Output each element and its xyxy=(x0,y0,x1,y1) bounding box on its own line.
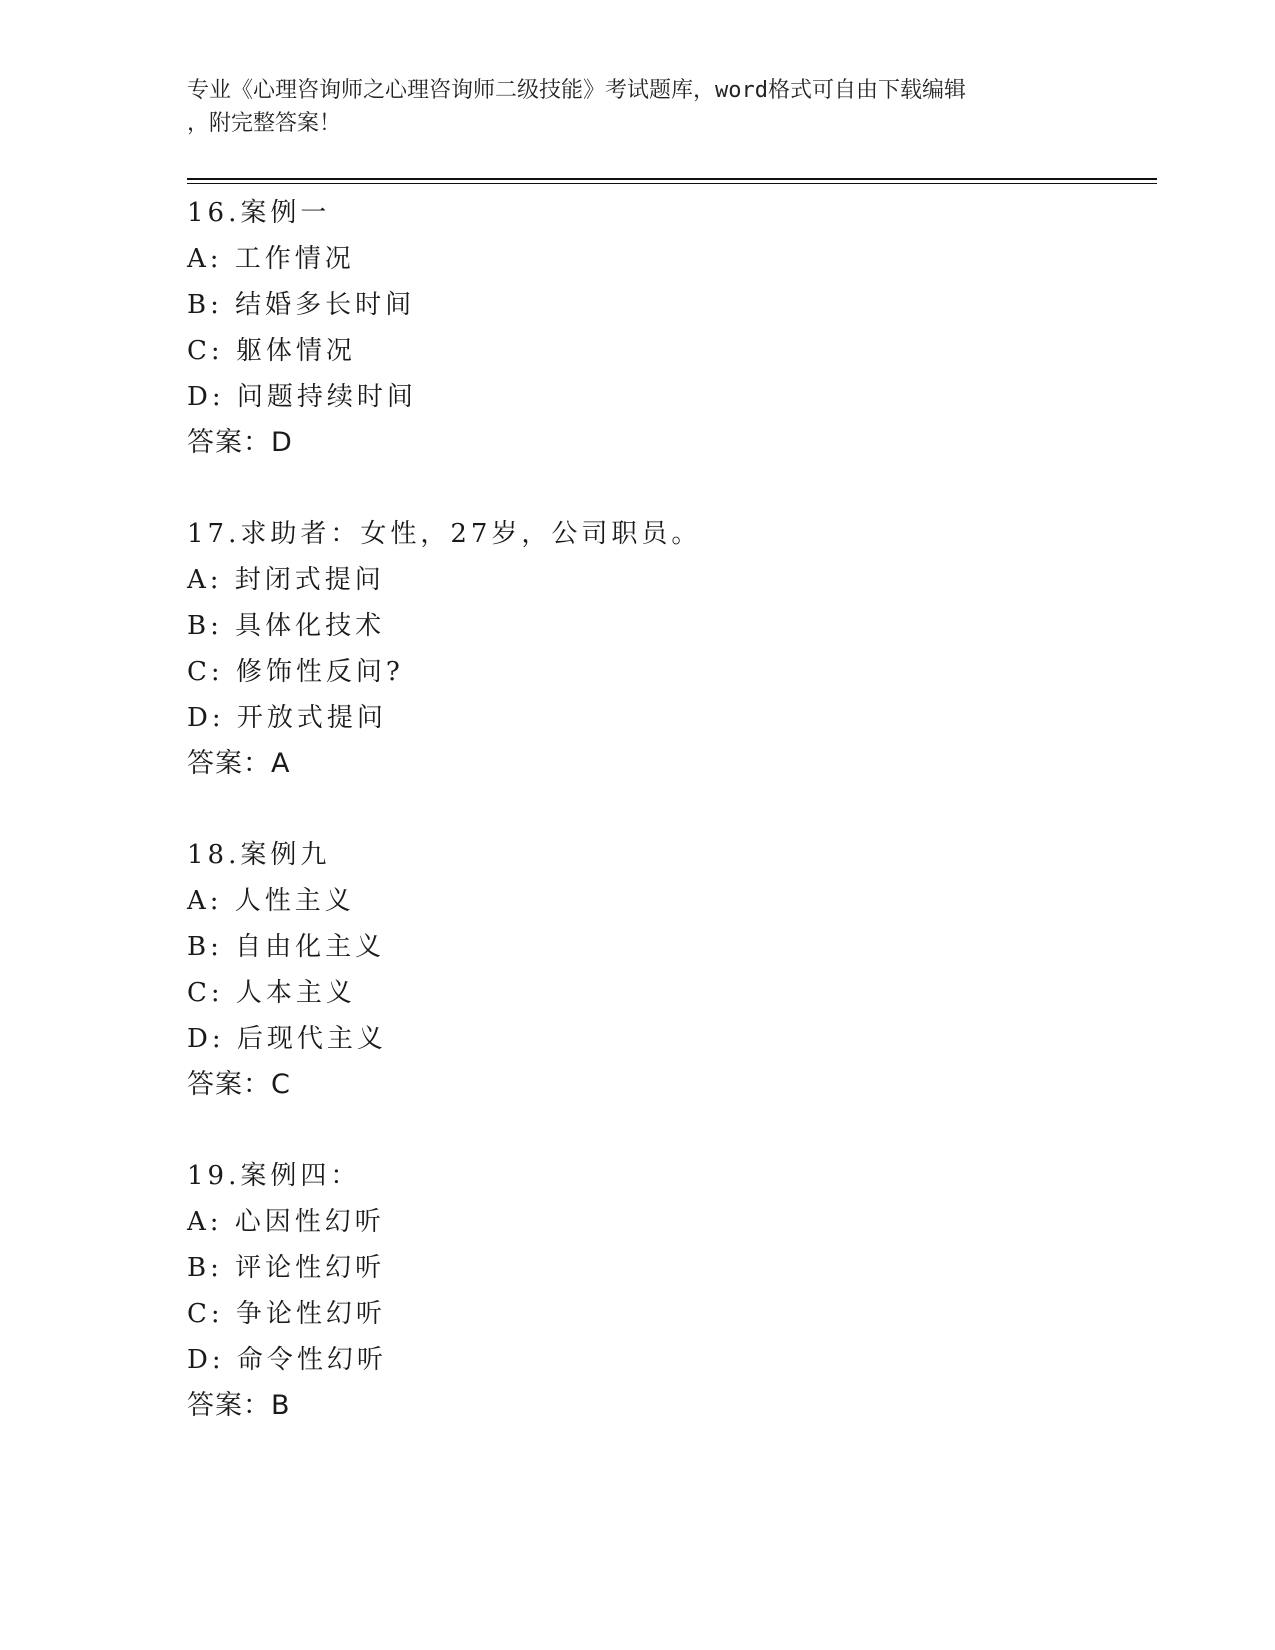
question-stem: 19.案例四： xyxy=(187,1161,361,1191)
option-c: C: 修饰性反问? xyxy=(187,657,404,687)
answer-line: 答案：B xyxy=(187,1390,291,1421)
answer-line: 答案：D xyxy=(187,427,293,458)
option-d: D: 开放式提问 xyxy=(187,703,387,733)
option-b: B: 具体化技术 xyxy=(187,611,386,641)
answer-line: 答案：C xyxy=(187,1069,291,1100)
header-divider-thin xyxy=(187,183,1157,184)
option-d: D: 命令性幻听 xyxy=(187,1345,387,1375)
question-stem: 16.案例一 xyxy=(187,198,331,228)
header-subtitle-line: ，附完整答案！ xyxy=(187,111,342,136)
option-b: B: 结婚多长时间 xyxy=(187,290,416,320)
question-16 xyxy=(187,190,1157,466)
option-c: C: 躯体情况 xyxy=(187,336,356,366)
question-17 xyxy=(187,511,1157,787)
option-a: A: 封闭式提问 xyxy=(187,565,385,595)
option-d: D: 问题持续时间 xyxy=(187,382,417,412)
option-a: A: 工作情况 xyxy=(187,244,355,274)
header-title-line: 专业《心理咨询师之心理咨询师二级技能》考试题库，word格式可自由下载编辑 xyxy=(187,78,966,103)
option-d: D: 后现代主义 xyxy=(187,1024,387,1054)
option-b: B: 评论性幻听 xyxy=(187,1253,386,1283)
header-divider-thick xyxy=(187,178,1157,180)
answer-line: 答案：A xyxy=(187,748,291,779)
option-c: C: 人本主义 xyxy=(187,978,356,1008)
question-stem: 17.求助者：女性，27岁，公司职员。 xyxy=(187,519,702,549)
option-a: A: 人性主义 xyxy=(187,886,355,916)
document-header xyxy=(187,74,1087,140)
option-a: A: 心因性幻听 xyxy=(187,1207,385,1237)
question-19 xyxy=(187,1153,1157,1429)
question-list xyxy=(187,190,1157,1429)
option-b: B: 自由化主义 xyxy=(187,932,386,962)
option-c: C: 争论性幻听 xyxy=(187,1299,386,1329)
question-18 xyxy=(187,832,1157,1108)
question-stem: 18.案例九 xyxy=(187,840,331,870)
